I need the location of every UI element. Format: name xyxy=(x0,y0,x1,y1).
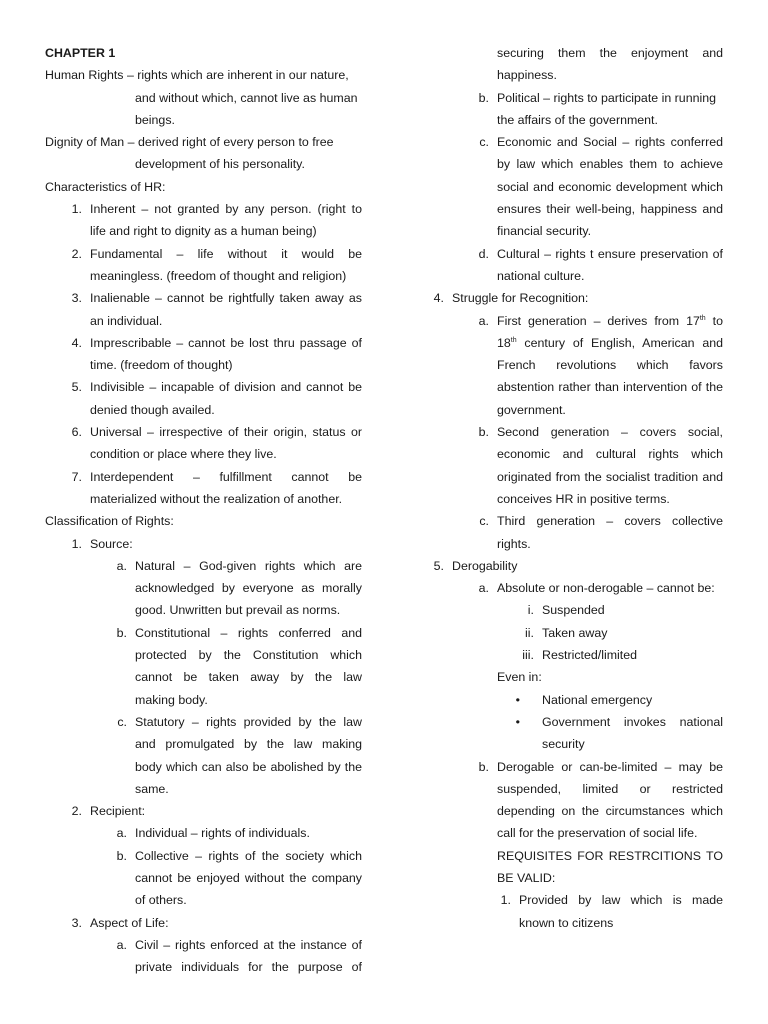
right-column xyxy=(400,42,723,934)
list-item xyxy=(71,800,362,822)
line-text: national culture. xyxy=(497,268,585,283)
text-line xyxy=(497,822,723,844)
list-item xyxy=(525,622,723,644)
line-text: Dignity of Man – derived right of every person to free xyxy=(45,135,334,150)
line-text: Fundamental – life without it would be xyxy=(90,246,362,261)
list-item xyxy=(71,243,362,265)
list-marker: a. xyxy=(478,581,489,596)
list-marker: c. xyxy=(479,514,489,529)
list-marker: a. xyxy=(478,313,489,328)
list-marker: 7. xyxy=(71,469,82,484)
text-line xyxy=(519,912,723,934)
text-line xyxy=(45,510,362,532)
text-line xyxy=(135,756,362,778)
text-line xyxy=(90,399,362,421)
list-item xyxy=(71,466,362,488)
line-text: Aspect of Life: xyxy=(90,915,169,930)
text-line xyxy=(497,778,723,800)
line-text: condition or place where they live. xyxy=(90,447,277,462)
list-item xyxy=(433,555,723,577)
line-text: same. xyxy=(135,781,169,796)
text-line xyxy=(497,376,723,398)
line-text: meaningless. (freedom of thought and religion) xyxy=(90,268,347,283)
line-text: Recipient: xyxy=(90,804,146,819)
line-text: of others. xyxy=(135,893,187,908)
text-line xyxy=(497,265,723,287)
list-item xyxy=(479,510,723,532)
list-marker: c. xyxy=(117,714,127,729)
line-text: body which can also be abolished by the xyxy=(135,759,362,774)
text-line xyxy=(45,131,362,153)
text-line xyxy=(135,577,362,599)
line-text: Taken away xyxy=(542,625,608,640)
text-line xyxy=(497,42,723,64)
line-text: call for the preservation of social life. xyxy=(497,826,698,841)
line-text: ensures their well-being, happiness and xyxy=(497,202,723,217)
line-text: Natural – God-given rights which are xyxy=(135,558,362,573)
line-text: protected by the Constitution which xyxy=(135,648,362,663)
list-marker: i. xyxy=(527,603,534,618)
bullet-marker: • xyxy=(515,714,520,729)
list-marker: 4. xyxy=(71,335,82,350)
line-text: 18th century of English, American and xyxy=(497,335,723,350)
list-marker: 5. xyxy=(71,380,82,395)
line-text: Universal – irrespective of their origin, status or xyxy=(90,425,362,440)
line-text: Inherent – not granted by any person. (right to xyxy=(90,202,362,217)
line-text: Characteristics of HR: xyxy=(45,179,166,194)
line-text: Cultural – rights t ensure preservation of xyxy=(497,246,723,261)
list-marker: b. xyxy=(478,90,489,105)
list-marker: ii. xyxy=(525,625,534,640)
list-item xyxy=(478,87,723,109)
list-marker: b. xyxy=(478,759,489,774)
list-item xyxy=(116,845,362,867)
list-marker: c. xyxy=(479,135,489,150)
text-line xyxy=(497,109,723,131)
list-marker: d. xyxy=(478,246,489,261)
line-text: abstention rather than intervention of the xyxy=(497,380,723,395)
line-text: REQUISITES FOR RESTRCITIONS TO xyxy=(497,848,723,863)
text-line xyxy=(497,443,723,465)
bullet-marker: • xyxy=(515,692,520,707)
line-text: Civil – rights enforced at the instance of xyxy=(135,937,362,952)
line-text: materialized without the realization of another. xyxy=(90,491,343,506)
list-item xyxy=(522,644,723,666)
line-text: Political – rights to participate in running xyxy=(497,90,717,105)
text-line xyxy=(497,466,723,488)
text-line xyxy=(497,867,723,889)
list-item xyxy=(71,912,362,934)
text-line xyxy=(497,176,723,198)
line-text: time. (freedom of thought) xyxy=(90,358,233,373)
text-line xyxy=(497,220,723,242)
text-line xyxy=(497,64,723,86)
list-item xyxy=(117,711,362,733)
left-column xyxy=(45,42,362,978)
list-item xyxy=(116,822,362,844)
list-marker: 1. xyxy=(71,202,82,217)
text-line xyxy=(497,800,723,822)
line-text: Collective – rights of the society which xyxy=(135,848,362,863)
line-text: Constitutional – rights conferred and xyxy=(135,625,362,640)
text-line xyxy=(90,220,362,242)
list-marker: 3. xyxy=(71,291,82,306)
line-text: acknowledged by everyone as morally xyxy=(135,581,362,596)
text-line xyxy=(135,87,362,109)
text-line xyxy=(497,399,723,421)
line-text: rights. xyxy=(497,536,531,551)
text-line xyxy=(135,599,362,621)
line-text: First generation – derives from 17th to xyxy=(497,313,723,328)
text-line xyxy=(542,733,723,755)
line-text: depending on the circumstances which xyxy=(497,804,723,819)
line-text: government. xyxy=(497,402,566,417)
list-item xyxy=(71,376,362,398)
text-line xyxy=(90,265,362,287)
line-text: social and economic development which xyxy=(497,179,723,194)
line-text: life and right to dignity as a human being) xyxy=(90,224,317,239)
text-line xyxy=(497,332,723,354)
line-text: cannot be taken away by the law xyxy=(135,670,362,685)
list-item xyxy=(500,889,723,911)
line-text: conceives HR in positive terms. xyxy=(497,491,670,506)
line-text: Derogable or can-be-limited – may be xyxy=(497,759,723,774)
line-text: denied though availed. xyxy=(90,402,215,417)
line-text: Human Rights – rights which are inherent in our nature, xyxy=(45,68,349,83)
list-marker: 2. xyxy=(71,804,82,819)
list-marker: a. xyxy=(116,937,127,952)
text-line xyxy=(135,867,362,889)
list-marker: b. xyxy=(116,848,127,863)
line-text: Inalienable – cannot be rightfully taken away as xyxy=(90,291,362,306)
list-marker: 5. xyxy=(433,558,444,573)
line-text: an individual. xyxy=(90,313,163,328)
list-item xyxy=(478,243,723,265)
line-text: Second generation – covers social, xyxy=(497,425,723,440)
line-text: security xyxy=(542,737,585,752)
line-text: beings. xyxy=(135,112,175,127)
line-text: Suspended xyxy=(542,603,605,618)
text-line xyxy=(135,733,362,755)
list-marker: 4. xyxy=(433,291,444,306)
line-text: Third generation – covers collective xyxy=(497,514,723,529)
line-text: National emergency xyxy=(542,692,653,707)
list-item xyxy=(478,756,723,778)
line-text: and promulgated by the law making xyxy=(135,737,362,752)
text-line xyxy=(497,488,723,510)
line-text: cannot be enjoyed without the company xyxy=(135,870,362,885)
line-text: Struggle for Recognition: xyxy=(452,291,589,306)
line-text: private individuals for the purpose of xyxy=(135,960,362,975)
line-text: happiness. xyxy=(497,68,557,83)
list-item xyxy=(478,577,723,599)
line-text: by law which enables them to achieve xyxy=(497,157,723,172)
line-text: Interdependent – fulfillment cannot be xyxy=(90,469,362,484)
list-item xyxy=(116,622,362,644)
line-text: economic and cultural rights which xyxy=(497,447,723,462)
list-item xyxy=(71,533,362,555)
line-text: Provided by law which is made xyxy=(519,893,723,908)
list-item xyxy=(515,711,723,733)
line-text: known to citizens xyxy=(519,915,614,930)
text-line xyxy=(497,198,723,220)
line-text: suspended, limited or restricted xyxy=(497,781,723,796)
list-marker: a. xyxy=(116,826,127,841)
text-line xyxy=(497,845,723,867)
text-line xyxy=(135,153,362,175)
list-item xyxy=(478,310,723,332)
list-marker: iii. xyxy=(522,648,534,663)
list-item xyxy=(71,198,362,220)
list-marker: 2. xyxy=(71,246,82,261)
list-marker: 3. xyxy=(71,915,82,930)
text-line xyxy=(497,153,723,175)
list-item xyxy=(71,332,362,354)
text-line xyxy=(497,354,723,376)
line-text: securing them the enjoyment and xyxy=(497,46,723,60)
list-item xyxy=(515,689,723,711)
line-text: financial security. xyxy=(497,224,592,239)
line-text: CHAPTER 1 xyxy=(45,46,116,60)
text-line xyxy=(90,488,362,510)
text-line xyxy=(135,889,362,911)
text-line xyxy=(90,443,362,465)
text-line xyxy=(90,310,362,332)
line-text: Imprescribable – cannot be lost thru passage of xyxy=(90,335,362,350)
line-text: Derogability xyxy=(452,558,518,573)
text-line xyxy=(45,64,362,86)
line-text: Source: xyxy=(90,536,133,551)
line-text: development of his personality. xyxy=(135,157,305,172)
text-line xyxy=(497,533,723,555)
line-text: French revolutions which favors xyxy=(497,358,723,373)
line-text: Classification of Rights: xyxy=(45,514,174,529)
list-item xyxy=(116,934,362,956)
text-line xyxy=(135,778,362,800)
text-line xyxy=(497,666,723,688)
text-line xyxy=(90,354,362,376)
list-item xyxy=(479,131,723,153)
text-line xyxy=(135,109,362,131)
line-text: BE VALID: xyxy=(497,870,556,885)
list-item xyxy=(527,599,723,621)
text-line xyxy=(135,689,362,711)
list-item xyxy=(116,555,362,577)
line-text: Economic and Social – rights conferred xyxy=(497,135,723,150)
line-text: Government invokes national xyxy=(542,714,723,729)
list-marker: 1. xyxy=(500,893,511,908)
list-marker: 6. xyxy=(71,425,82,440)
list-item xyxy=(433,287,723,309)
list-item xyxy=(71,287,362,309)
text-line xyxy=(45,42,362,64)
line-text: Absolute or non-derogable – cannot be: xyxy=(497,581,715,596)
line-text: originated from the socialist tradition and xyxy=(497,469,723,484)
line-text: making body. xyxy=(135,692,208,707)
list-marker: a. xyxy=(116,558,127,573)
line-text: the affairs of the government. xyxy=(497,112,658,127)
text-line xyxy=(45,176,362,198)
line-text: Indivisible – incapable of division and cannot be xyxy=(90,380,362,395)
line-text: good. Unwritten but prevail as norms. xyxy=(135,603,341,618)
line-text: and without which, cannot live as human xyxy=(135,90,358,105)
text-line xyxy=(135,956,362,978)
list-item xyxy=(478,421,723,443)
line-text: Individual – rights of individuals. xyxy=(135,826,310,841)
list-marker: b. xyxy=(116,625,127,640)
line-text: Statutory – rights provided by the law xyxy=(135,714,362,729)
line-text: Even in: xyxy=(497,670,542,685)
list-marker: b. xyxy=(478,425,489,440)
text-line xyxy=(135,666,362,688)
list-item xyxy=(71,421,362,443)
list-marker: 1. xyxy=(71,536,82,551)
line-text: Restricted/limited xyxy=(542,648,638,663)
text-line xyxy=(135,644,362,666)
